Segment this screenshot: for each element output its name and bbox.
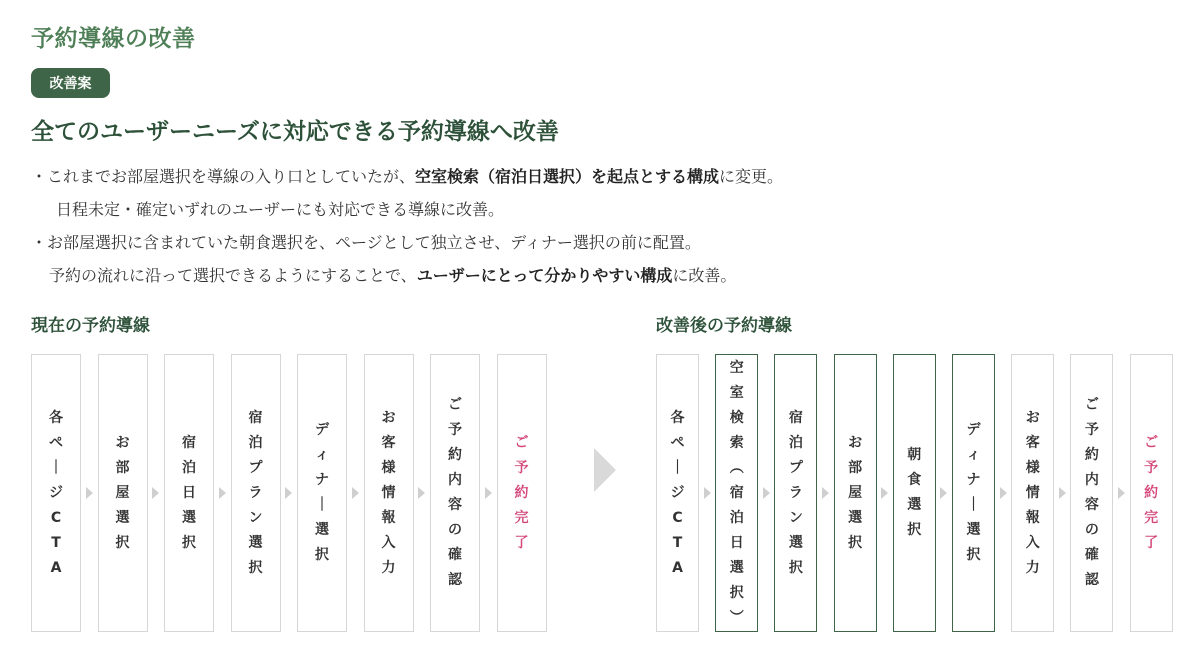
improved-flow — [656, 354, 1176, 634]
bullet-2-sub-text: 予約の流れに沿って選択できるようにすることで、 — [49, 266, 417, 285]
bullet-1-text: ・これまでお部屋選択を導線の入り口としていたが、 — [31, 167, 416, 186]
step-arrow-icon — [152, 487, 159, 499]
step-arrow-icon — [822, 487, 829, 499]
flow-step-label: お 部 屋 選 択 — [848, 434, 863, 551]
step-arrow-icon — [763, 487, 770, 499]
step-arrow-icon — [485, 487, 492, 499]
bullet-1-tail: に変更。 — [719, 167, 784, 186]
headline: 全てのユーザーニーズに対応できる予約導線へ改善 — [31, 119, 559, 145]
flow-step — [98, 354, 148, 632]
flow-step — [164, 354, 214, 632]
flow-step-label: 宿 泊 プ ラ ン 選 択 — [788, 409, 803, 576]
flow-step — [715, 354, 758, 632]
page-title: 予約導線の改善 — [31, 26, 196, 52]
description-bullets — [31, 160, 1181, 292]
flow-step — [774, 354, 817, 632]
flow-step-label: ご 予 約 完 了 — [1144, 434, 1159, 551]
flow-step-label: 宿 泊 日 選 択 — [182, 434, 196, 551]
flow-step-label: ご 予 約 完 了 — [514, 434, 529, 551]
step-arrow-icon — [704, 487, 711, 499]
flow-step — [952, 354, 995, 632]
step-arrow-icon — [1000, 487, 1007, 499]
flow-step — [497, 354, 547, 632]
flow-step-label: 各 ペ ｜ ジ C T A — [670, 409, 685, 576]
flow-step — [31, 354, 81, 632]
current-flow — [31, 354, 551, 634]
flow-step — [1011, 354, 1054, 632]
flow-step-label: 各 ペ ｜ ジ C T A — [49, 409, 63, 576]
flow-step-label: ご 予 約 内 容 の 確 認 — [1084, 397, 1099, 588]
current-flow-label: 現在の予約導線 — [31, 316, 150, 336]
step-arrow-icon — [1118, 487, 1125, 499]
flow-step-label: お 部 屋 選 択 — [115, 434, 130, 551]
bullet-1-emphasis: 空室検索（宿泊日選択）を起点とする構成 — [415, 167, 720, 186]
flow-step-label: デ ィ ナ ｜ 選 択 — [966, 422, 981, 563]
bullet-2-sub-tail: に改善。 — [672, 266, 737, 285]
flow-step-label: 宿 泊 プ ラ ン 選 択 — [248, 409, 263, 576]
step-arrow-icon — [86, 487, 93, 499]
bullet-2-sub-emphasis: ユーザーにとって分かりやすい構成 — [416, 266, 673, 285]
flow-step — [231, 354, 281, 632]
step-arrow-icon — [881, 487, 888, 499]
flow-step — [893, 354, 936, 632]
flow-step-label: デ ィ ナ ｜ 選 択 — [315, 422, 329, 563]
flow-step — [430, 354, 480, 632]
proposal-badge: 改善案 — [31, 68, 110, 98]
improved-flow-label: 改善後の予約導線 — [656, 316, 792, 336]
step-arrow-icon — [285, 487, 292, 499]
flow-step — [1070, 354, 1113, 632]
flow-step-label: お 客 様 情 報 入 力 — [1025, 409, 1040, 576]
step-arrow-icon — [1059, 487, 1066, 499]
bullet-line-1 — [31, 160, 1181, 193]
flow-step — [364, 354, 414, 632]
flow-step-label: ご 予 約 内 容 の 確 認 — [448, 397, 462, 588]
flow-step — [1130, 354, 1173, 632]
flow-step — [834, 354, 877, 632]
flow-step — [656, 354, 699, 632]
step-arrow-icon — [940, 487, 947, 499]
step-arrow-icon — [352, 487, 359, 499]
bullet-line-2: ・お部屋選択に含まれていた朝食選択を、ページとして独立させ、ディナー選択の前に配置。 — [31, 233, 701, 252]
bullet-line-2-sub — [31, 259, 1181, 292]
flow-step-label: お 客 様 情 報 入 力 — [381, 409, 396, 576]
step-arrow-icon — [219, 487, 226, 499]
bullet-line-1-sub: 日程未定・確定いずれのユーザーにも対応できる導線に改善。 — [56, 200, 505, 219]
step-arrow-icon — [418, 487, 425, 499]
flow-step-label: 空 室 検 索 ︵ 宿 泊 日 選 択 ︶ — [729, 359, 744, 626]
flow-step-label: 朝 食 選 択 — [907, 447, 922, 538]
transition-arrow-icon — [594, 448, 616, 492]
flow-step — [297, 354, 347, 632]
